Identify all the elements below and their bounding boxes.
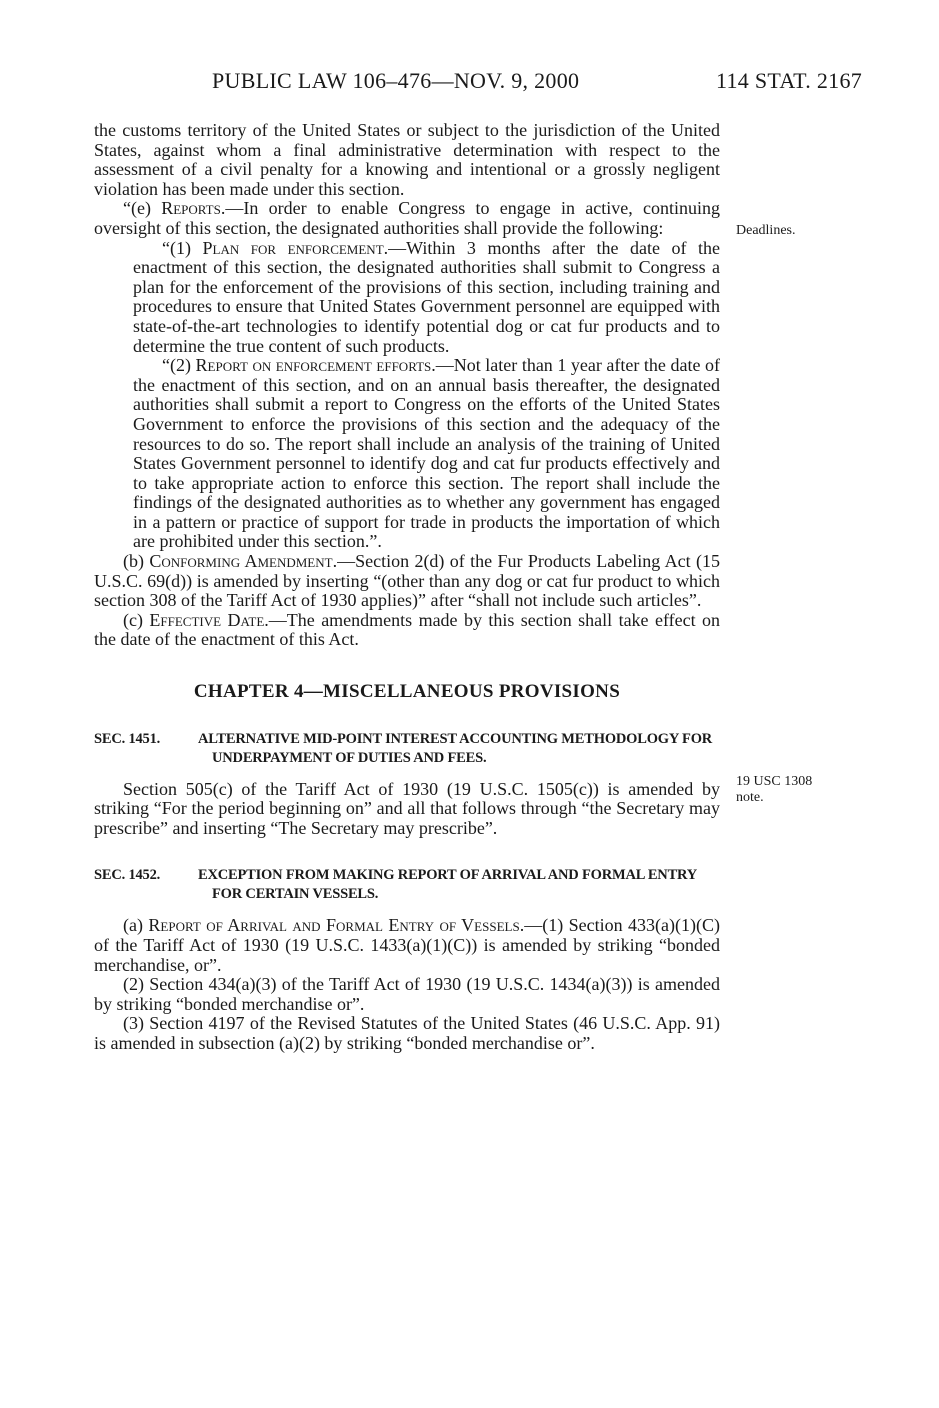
paragraph-e1-plan xyxy=(94,239,720,357)
para-b-text: .—Section 2(d) of the Fur Products Labeling Act (15 U.S.C. 69(d)) is amended by inserting “(other than any dog or cat fur product to which section 308 of the Tariff Act of 1930 applies)” after “shall not include such articles”. xyxy=(94,551,720,611)
para-e2-prefix: “(2) xyxy=(162,355,196,376)
section-1451-title: ALTERNATIVE MID-POINT INTEREST ACCOUNTING METHODOLOGY FOR UNDERPAYMENT OF DUTIES AND FEES. xyxy=(198,730,713,766)
page-body xyxy=(94,121,720,1054)
paragraph-e2-report xyxy=(94,356,720,552)
para-e2-heading: Report on enforcement efforts xyxy=(195,355,432,376)
para-c-heading: Effective Date xyxy=(149,609,265,630)
section-1451-number: SEC. 1451. xyxy=(94,730,161,747)
section-1451-heading xyxy=(94,730,720,768)
margin-note-usc-line2: note. xyxy=(736,790,764,805)
para-b-heading: Conforming Amendment xyxy=(149,551,333,572)
para-a-heading: Report of Arrival and Formal Entry of Vessels xyxy=(148,915,520,936)
paragraph-e-reports xyxy=(94,199,720,238)
section-1452-number: SEC. 1452. xyxy=(94,867,161,884)
para-e-heading: Reports xyxy=(161,198,221,219)
paragraph-continuation: the customs territory of the United States or subject to the jurisdiction of the United States, against whom a final administrative determination with respect to the assessment of a civil penalty for a knowing and intentional or a grossly negligent violation has been made under this section. xyxy=(94,120,720,199)
chapter-heading: CHAPTER 4—MISCELLANEOUS PROVISIONS xyxy=(193,681,621,703)
margin-note-usc xyxy=(736,774,812,806)
para-b-prefix: (b) xyxy=(123,551,150,572)
paragraph-a2: (2) Section 434(a)(3) of the Tariff Act of 1930 (19 U.S.C. 1434(a)(3)) is amended by striking “bonded merchandise or”. xyxy=(94,974,720,1014)
para-c-prefix: (c) xyxy=(123,609,150,630)
paragraph-a3: (3) Section 4197 of the Revised Statutes of the United States (46 U.S.C. App. 91) is amended in subsection (a)(2) by striking “bonded merchandise or”. xyxy=(94,1013,720,1053)
header-page-number: 114 STAT. 2167 xyxy=(716,68,863,93)
para-c-text: .—The amendments made by this section shall take effect on the date of the enactment of this Act. xyxy=(94,609,720,650)
para-a-text: .—(1) Section 433(a)(1)(C) of the Tariff Act of 1930 (19 U.S.C. 1433(a)(1)(C)) is amended by striking “bonded merchandise, or”. xyxy=(94,915,720,975)
para-e-text: .—In order to enable Congress to engage in active, continuing oversight of this section, the designated authorities shall provide the following: xyxy=(94,198,720,238)
para-a-prefix: (a) xyxy=(123,915,149,936)
section-1452-heading xyxy=(94,866,720,904)
para-e1-text: .—Within 3 months after the date of the enactment of this section, the designated authorities shall submit to Congress a plan for the enforcement of the provisions of this section, including training and procedures to ensure that United States Government personnel are equipped with state-of-the-art technologies to identify potential dog or cat fur products and to determine the true content of such products. xyxy=(133,237,721,356)
margin-note-usc-line1: 19 USC 1308 xyxy=(736,774,813,789)
margin-note-deadlines: Deadlines. xyxy=(736,223,796,238)
paragraph-a-report-arrival xyxy=(94,916,720,975)
para-e2-text: .—Not later than 1 year after the date of the enactment of this section, and on an annual basis thereafter, the designated authorities shall submit a report to Congress on the efforts of the United States Government to enforce the provisions of this section and the adequacy of the resources to do so. The report shall include an analysis of the training of United States Government personnel to identify dog and cat fur products effectively and to take appropriate action to enforce this section. The report shall include the findings of the designated authorities as to whether any government has engaged in a pattern or practice of support for trade in products the importation of which are prohibited under this section.”. xyxy=(133,355,720,552)
running-header xyxy=(0,68,939,98)
section-1451-text: Section 505(c) of the Tariff Act of 1930 (19 U.S.C. 1505(c)) is amended by striking “For the period beginning on” and all that follows through “the Secretary may prescribe” and inserting “The Secretary may prescribe”. xyxy=(94,778,720,838)
paragraph-c-effective-date xyxy=(94,611,720,650)
para-e-prefix: “(e) xyxy=(123,198,162,219)
paragraph-b-conforming xyxy=(94,552,720,611)
section-1452-title: EXCEPTION FROM MAKING REPORT OF ARRIVAL AND FORMAL ENTRY FOR CERTAIN VESSELS. xyxy=(198,867,697,903)
para-e1-heading: Plan for enforcement xyxy=(202,237,384,258)
header-title: PUBLIC LAW 106–476—NOV. 9, 2000 xyxy=(212,68,580,93)
para-e1-prefix: “(1) xyxy=(162,237,203,258)
